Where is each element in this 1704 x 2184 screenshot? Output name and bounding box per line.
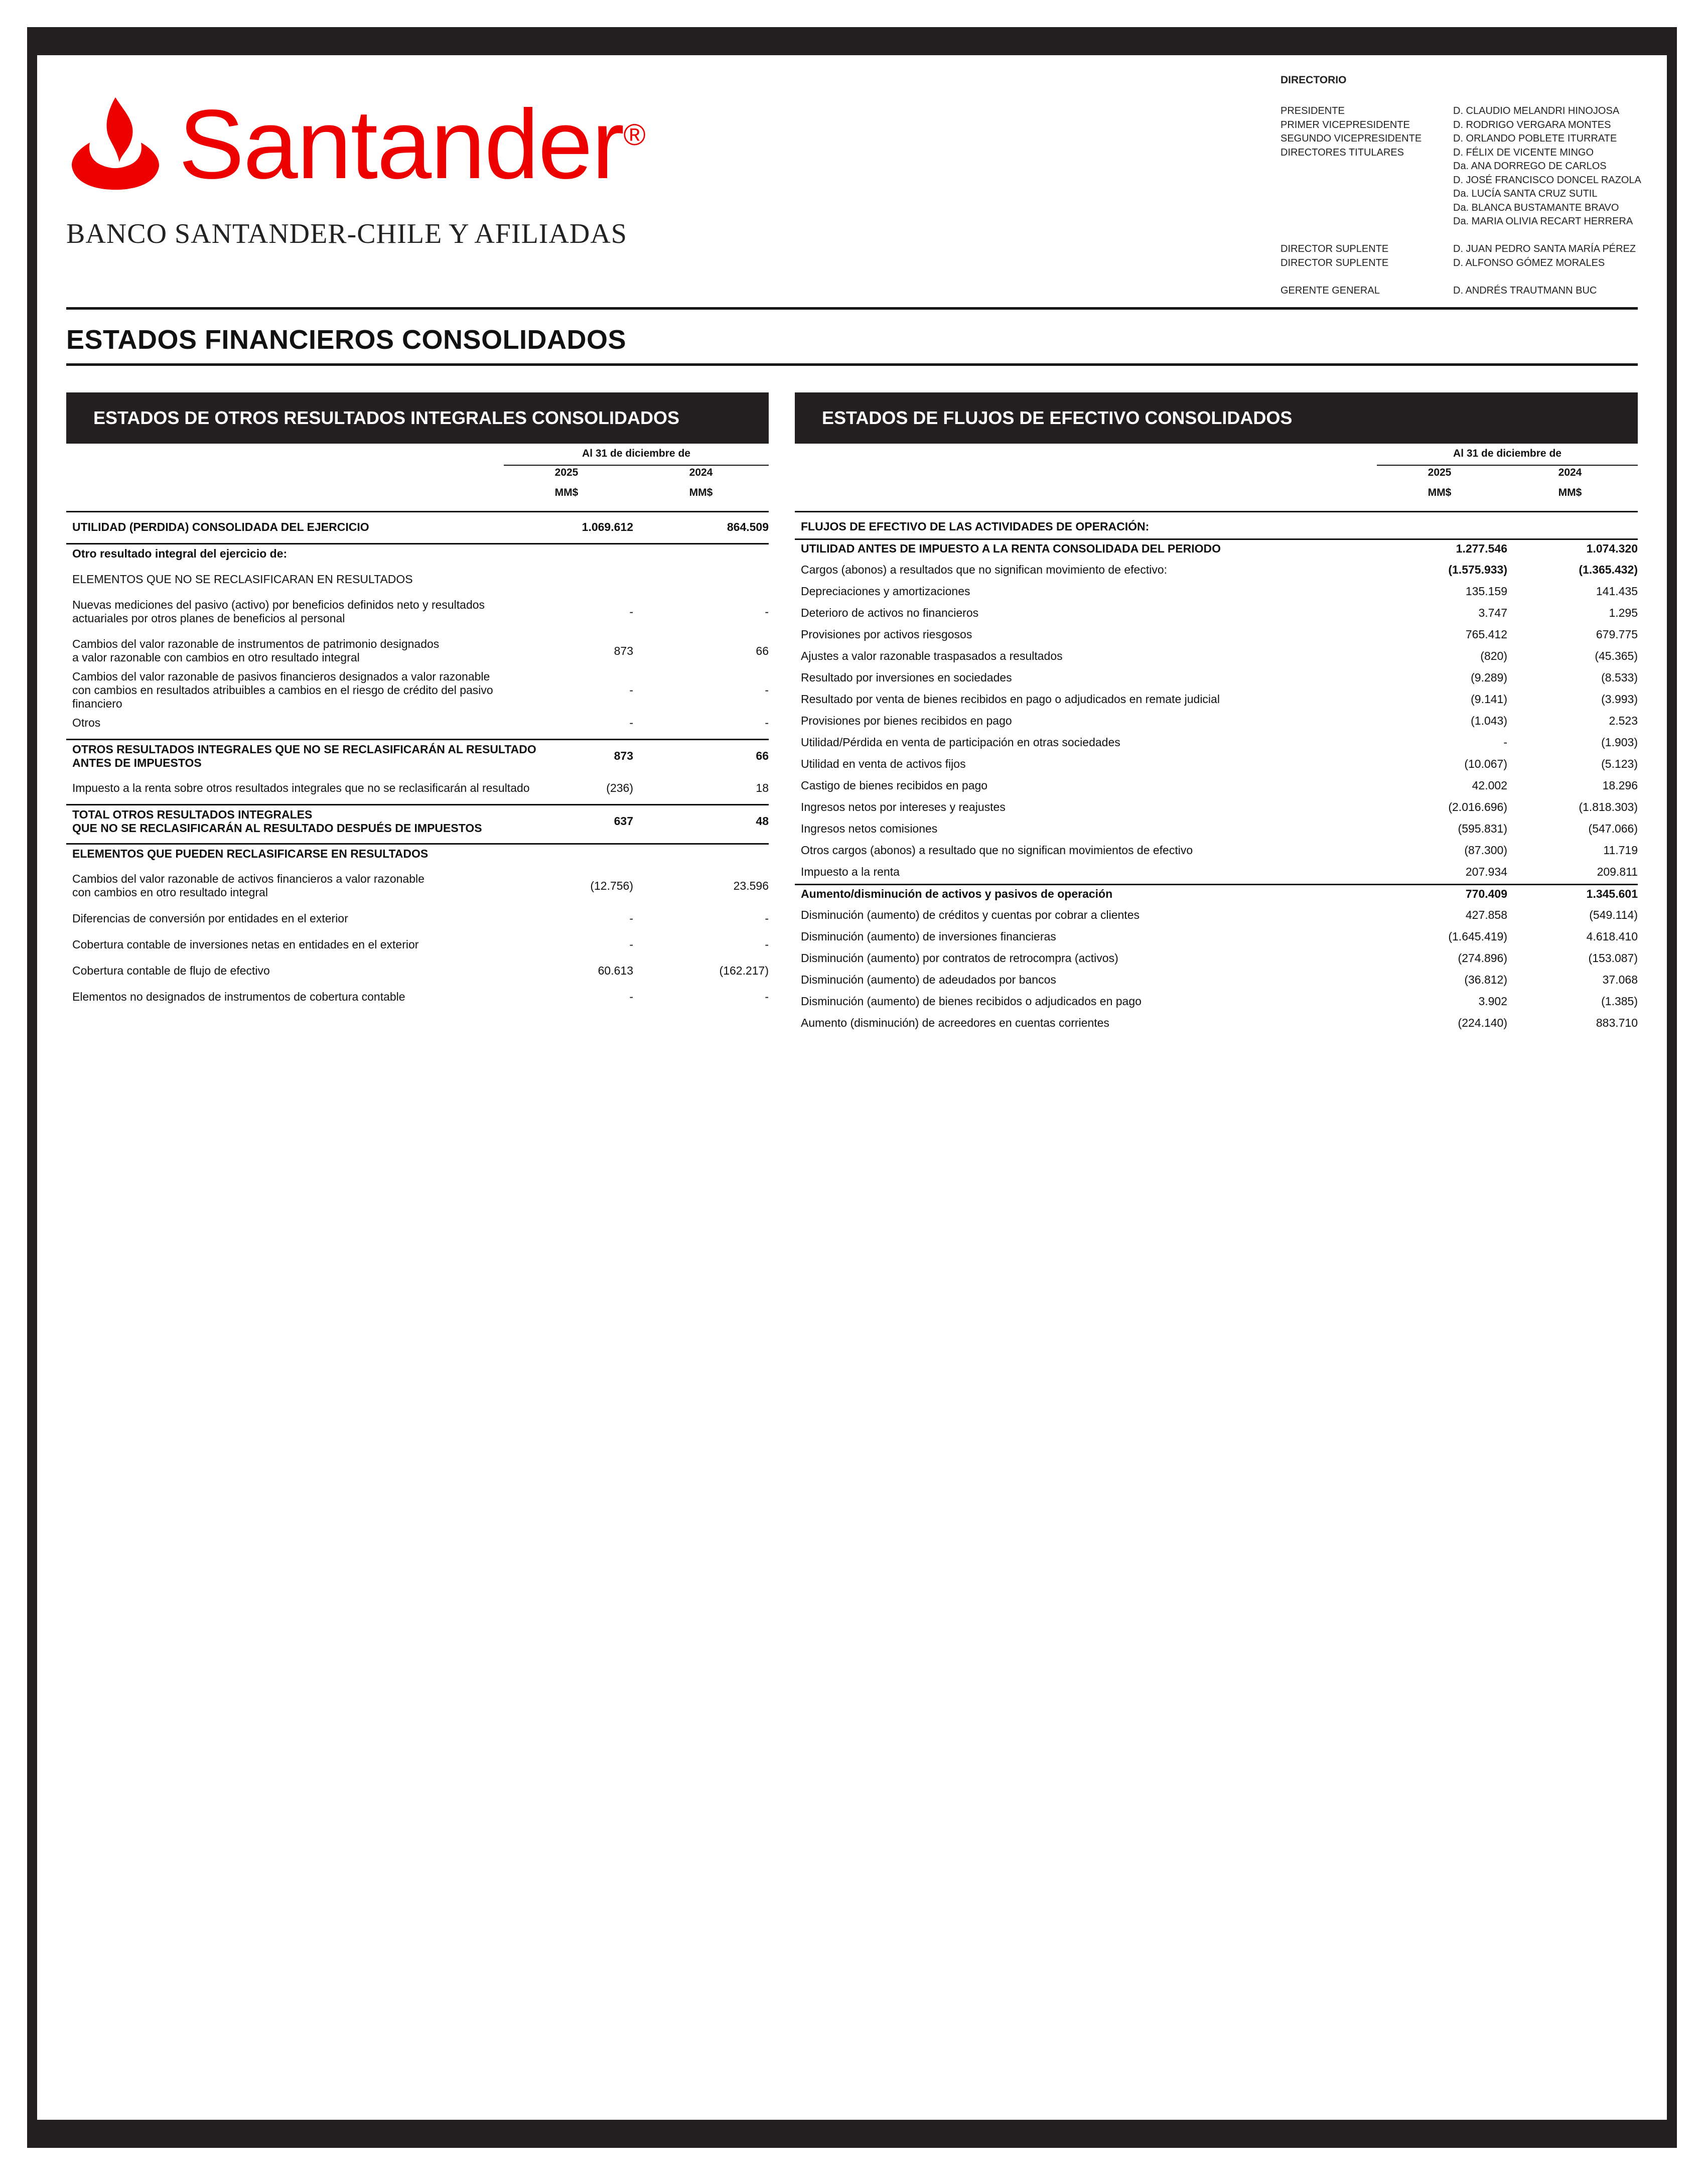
right-statement-row bbox=[795, 517, 1638, 536]
directorio-row bbox=[1281, 160, 1652, 174]
value-2024: - bbox=[765, 683, 769, 697]
directorio-name: Da. LUCÍA SANTA CRUZ SUTIL bbox=[1453, 188, 1598, 199]
left-unit-2: MM$ bbox=[689, 487, 713, 498]
directorio-role: DIRECTOR SUPLENTE bbox=[1281, 243, 1389, 254]
value-2025: (274.896) bbox=[1458, 951, 1507, 965]
right-statement-row bbox=[795, 884, 1638, 903]
row-label: Diferencias de conversión por entidades en el exterior bbox=[72, 911, 348, 925]
value-2025: (236) bbox=[606, 781, 633, 794]
row-label: Resultado por venta de bienes recibidos en pago o adjudicados en remate judicial bbox=[801, 692, 1220, 706]
right-period-label: Al 31 de diciembre de bbox=[1453, 448, 1561, 459]
left-statement-row bbox=[66, 634, 769, 667]
right-statement-row bbox=[795, 603, 1638, 622]
value-2025: 1.069.612 bbox=[582, 520, 633, 533]
row-label: Ajustes a valor razonable traspasados a resultados bbox=[801, 649, 1063, 662]
directorio-row bbox=[1281, 256, 1652, 270]
value-2025: (820) bbox=[1480, 649, 1507, 662]
value-2025: 1.277.546 bbox=[1456, 542, 1507, 555]
value-2025: (12.756) bbox=[590, 879, 633, 892]
directorio-name: D. ALFONSO GÓMEZ MORALES bbox=[1453, 257, 1605, 268]
row-label: Deterioro de activos no financieros bbox=[801, 606, 979, 619]
value-2025: (224.140) bbox=[1458, 1016, 1507, 1029]
value-2025: (595.831) bbox=[1458, 822, 1507, 835]
directorio-role bbox=[1281, 201, 1453, 215]
frame-bottom-bar bbox=[27, 2120, 1677, 2148]
directorio-row bbox=[1281, 174, 1652, 188]
directorio-list bbox=[1281, 104, 1652, 298]
flame-icon bbox=[66, 95, 165, 194]
value-2025: (87.300) bbox=[1464, 843, 1507, 857]
value-2024: (547.066) bbox=[1588, 822, 1638, 835]
value-2024: 23.596 bbox=[733, 879, 769, 892]
directorio-role bbox=[1281, 187, 1453, 201]
value-2024: 2.523 bbox=[1609, 714, 1638, 727]
value-2024: 4.618.410 bbox=[1586, 929, 1638, 943]
directorio-role: PRIMER VICEPRESIDENTE bbox=[1281, 119, 1410, 130]
registered-mark: ® bbox=[623, 118, 646, 152]
left-statement-row bbox=[66, 739, 769, 772]
row-label: Otros bbox=[72, 716, 101, 729]
value-2024: (8.533) bbox=[1601, 670, 1638, 684]
row-label: Disminución (aumento) de bienes recibidos o adjudicados en pago bbox=[801, 994, 1142, 1008]
left-statement-row bbox=[66, 713, 769, 733]
value-2024: - bbox=[765, 716, 769, 729]
row-label: Cambios del valor razonable de pasivos financieros designados a valor razonable con cambios en resultados atribuibles a cambios en el riesgo de crédito del pasivo financiero bbox=[72, 669, 493, 710]
directorio-panel bbox=[1281, 74, 1652, 298]
value-2024: 141.435 bbox=[1596, 584, 1638, 598]
bank-subtitle: BANCO SANTANDER-CHILE Y AFILIADAS bbox=[66, 218, 627, 249]
directorio-row bbox=[1281, 187, 1652, 201]
value-2025: 207.934 bbox=[1465, 865, 1507, 878]
value-2025: 873 bbox=[614, 749, 633, 762]
left-year-2: 2024 bbox=[689, 467, 713, 478]
right-statement-row bbox=[795, 1013, 1638, 1032]
left-statement-row bbox=[66, 669, 769, 710]
value-2024: 209.811 bbox=[1597, 865, 1638, 878]
right-statement-row bbox=[795, 733, 1638, 752]
right-statement-row bbox=[795, 948, 1638, 968]
directorio-role: GERENTE GENERAL bbox=[1281, 285, 1380, 296]
right-year-2: 2024 bbox=[1558, 467, 1582, 478]
row-label: Cambios del valor razonable de activos financieros a valor razonable con cambios en otro resultado integral bbox=[72, 872, 424, 899]
left-period-label: Al 31 de diciembre de bbox=[582, 448, 690, 459]
row-label: Ingresos netos comisiones bbox=[801, 822, 938, 835]
left-period-line bbox=[504, 465, 769, 466]
directorio-row bbox=[1281, 201, 1652, 215]
directorio-role: SEGUNDO VICEPRESIDENTE bbox=[1281, 133, 1422, 144]
row-label: FLUJOS DE EFECTIVO DE LAS ACTIVIDADES DE OPERACIÓN: bbox=[801, 519, 1150, 533]
value-2025: - bbox=[1503, 735, 1507, 749]
value-2024: 37.068 bbox=[1602, 973, 1638, 986]
directorio-gap bbox=[1281, 229, 1652, 243]
value-2024: - bbox=[765, 605, 769, 618]
directorio-name: D. CLAUDIO MELANDRI HINOJOSA bbox=[1453, 105, 1620, 116]
value-2025: 770.409 bbox=[1465, 887, 1507, 900]
row-label: Ingresos netos por intereses y reajustes bbox=[801, 800, 1006, 813]
value-2024: (549.114) bbox=[1589, 908, 1638, 921]
directorio-row bbox=[1281, 215, 1652, 229]
value-2024: 66 bbox=[756, 644, 769, 657]
directorio-row bbox=[1281, 132, 1652, 146]
right-statement-row bbox=[795, 819, 1638, 838]
value-2024: - bbox=[765, 911, 769, 925]
value-2025: - bbox=[629, 605, 633, 618]
directorio-name: Da. BLANCA BUSTAMANTE BRAVO bbox=[1453, 202, 1619, 213]
value-2025: 42.002 bbox=[1472, 778, 1507, 792]
right-statement-row bbox=[795, 841, 1638, 860]
right-statement-row bbox=[795, 754, 1638, 773]
value-2024: 883.710 bbox=[1596, 1016, 1638, 1029]
left-statement-row bbox=[66, 569, 769, 589]
frame-top-bar bbox=[27, 27, 1677, 55]
row-label: Impuesto a la renta bbox=[801, 865, 900, 878]
value-2024: (3.993) bbox=[1601, 692, 1638, 706]
value-2025: - bbox=[629, 937, 633, 951]
value-2024: 18 bbox=[756, 781, 769, 794]
row-label: Utilidad/Pérdida en venta de participación en otras sociedades bbox=[801, 735, 1120, 749]
right-statement-row bbox=[795, 560, 1638, 579]
row-label: Cargos (abonos) a resultados que no significan movimiento de efectivo: bbox=[801, 563, 1168, 576]
row-label: Utilidad en venta de activos fijos bbox=[801, 757, 966, 770]
row-label: Disminución (aumento) de inversiones financieras bbox=[801, 929, 1056, 943]
value-2024: (5.123) bbox=[1601, 757, 1638, 770]
value-2025: (1.645.419) bbox=[1448, 929, 1507, 943]
row-label: ELEMENTOS QUE NO SE RECLASIFICARAN EN RESULTADOS bbox=[72, 572, 413, 586]
value-2024: 864.509 bbox=[727, 520, 769, 533]
row-label: Castigo de bienes recibidos en pago bbox=[801, 778, 988, 792]
row-label: Aumento/disminución de activos y pasivos de operación bbox=[801, 887, 1113, 900]
right-statement-row bbox=[795, 862, 1638, 881]
directorio-name: D. ANDRÉS TRAUTMANN BUC bbox=[1453, 285, 1597, 296]
right-unit-2: MM$ bbox=[1558, 487, 1582, 498]
right-statement-row bbox=[795, 797, 1638, 816]
row-label: Cobertura contable de inversiones netas en entidades en el exterior bbox=[72, 937, 419, 951]
value-2025: 427.858 bbox=[1465, 908, 1507, 921]
directorio-role: DIRECTOR SUPLENTE bbox=[1281, 257, 1389, 268]
value-2024: (1.903) bbox=[1601, 735, 1638, 749]
row-label: UTILIDAD (PERDIDA) CONSOLIDADA DEL EJERCICIO bbox=[72, 520, 369, 533]
left-statement-row bbox=[66, 934, 769, 954]
directorio-name: D. RODRIGO VERGARA MONTES bbox=[1453, 119, 1611, 130]
left-year-1: 2025 bbox=[554, 467, 579, 478]
value-2024: 1.074.320 bbox=[1586, 542, 1638, 555]
title-rule bbox=[66, 363, 1638, 366]
right-statement-row bbox=[795, 927, 1638, 946]
row-label: Aumento (disminución) de acreedores en cuentas corrientes bbox=[801, 1016, 1109, 1029]
value-2025: - bbox=[629, 683, 633, 697]
value-2025: 3.747 bbox=[1478, 606, 1507, 619]
row-label: Provisiones por activos riesgosos bbox=[801, 627, 972, 641]
row-label: Cobertura contable de flujo de efectivo bbox=[72, 964, 270, 977]
directorio-name: D. JUAN PEDRO SANTA MARÍA PÉREZ bbox=[1453, 243, 1636, 254]
row-label: Disminución (aumento) de créditos y cuentas por cobrar a clientes bbox=[801, 908, 1140, 921]
directorio-name: D. ORLANDO POBLETE ITURRATE bbox=[1453, 133, 1617, 144]
value-2024: - bbox=[765, 990, 769, 1003]
value-2025: (36.812) bbox=[1464, 973, 1507, 986]
right-statement-row bbox=[795, 646, 1638, 665]
right-statement-row bbox=[795, 538, 1638, 558]
value-2024: 679.775 bbox=[1596, 627, 1638, 641]
directorio-role bbox=[1281, 174, 1453, 188]
left-statement-row bbox=[66, 804, 769, 837]
value-2025: 873 bbox=[614, 644, 633, 657]
value-2025: (9.289) bbox=[1471, 670, 1507, 684]
value-2024: - bbox=[765, 937, 769, 951]
directorio-role: DIRECTORES TITULARES bbox=[1281, 147, 1404, 158]
row-label: ELEMENTOS QUE PUEDEN RECLASIFICARSE EN RESULTADOS bbox=[72, 847, 429, 860]
row-label: Otro resultado integral del ejercicio de: bbox=[72, 547, 288, 560]
directorio-row bbox=[1281, 242, 1652, 256]
left-statement-row bbox=[66, 987, 769, 1007]
left-unit-1: MM$ bbox=[554, 487, 579, 498]
directorio-role bbox=[1281, 160, 1453, 174]
value-2024: 66 bbox=[756, 749, 769, 762]
value-2024: (45.365) bbox=[1595, 649, 1638, 662]
value-2025: 135.159 bbox=[1465, 584, 1507, 598]
value-2025: 765.412 bbox=[1465, 627, 1507, 641]
right-statement-row bbox=[795, 711, 1638, 730]
value-2025: - bbox=[629, 716, 633, 729]
right-header-rule bbox=[795, 511, 1638, 512]
value-2025: (2.016.696) bbox=[1448, 800, 1507, 813]
directorio-row bbox=[1281, 118, 1652, 132]
value-2025: (10.067) bbox=[1464, 757, 1507, 770]
value-2024: 1.345.601 bbox=[1586, 887, 1638, 900]
right-statement-row bbox=[795, 668, 1638, 687]
value-2025: (1.575.933) bbox=[1448, 563, 1507, 576]
row-label: Otros cargos (abonos) a resultado que no significan movimientos de efectivo bbox=[801, 843, 1193, 857]
value-2024: 1.295 bbox=[1609, 606, 1638, 619]
value-2025: - bbox=[629, 990, 633, 1003]
right-statement-row bbox=[795, 582, 1638, 601]
row-label: Impuesto a la renta sobre otros resultados integrales que no se reclasificarán al resultado bbox=[72, 781, 530, 794]
left-statement-row bbox=[66, 961, 769, 981]
directorio-row bbox=[1281, 146, 1652, 160]
row-label: OTROS RESULTADOS INTEGRALES QUE NO SE RECLASIFICARÁN AL RESULTADO ANTES DE IMPUESTOS bbox=[72, 742, 536, 769]
right-unit-1: MM$ bbox=[1428, 487, 1452, 498]
left-header-rule bbox=[66, 511, 769, 512]
directorio-name: Da. MARIA OLIVIA RECART HERRERA bbox=[1453, 216, 1633, 227]
row-label: Depreciaciones y amortizaciones bbox=[801, 584, 970, 598]
left-statement-row bbox=[66, 517, 769, 537]
directorio-title: DIRECTORIO bbox=[1281, 74, 1347, 86]
right-section-banner: ESTADOS DE FLUJOS DE EFECTIVO CONSOLIDADOS bbox=[795, 392, 1638, 444]
right-year-1: 2025 bbox=[1428, 467, 1452, 478]
directorio-row bbox=[1281, 284, 1652, 298]
directorio-name: D. FÉLIX DE VICENTE MINGO bbox=[1453, 147, 1594, 158]
page-title: ESTADOS FINANCIEROS CONSOLIDADOS bbox=[66, 325, 627, 355]
header-rule bbox=[66, 307, 1638, 310]
frame-left-bar bbox=[27, 27, 37, 2148]
row-label: UTILIDAD ANTES DE IMPUESTO A LA RENTA CONSOLIDADA DEL PERIODO bbox=[801, 542, 1221, 555]
right-statement-row bbox=[795, 625, 1638, 644]
row-label: TOTAL OTROS RESULTADOS INTEGRALES QUE NO SE RECLASIFICARÁN AL RESULTADO DESPUÉS DE IMPUESTOS bbox=[72, 807, 482, 835]
value-2025: 3.902 bbox=[1478, 994, 1507, 1008]
value-2024: (162.217) bbox=[719, 964, 769, 977]
left-statement-row bbox=[66, 543, 769, 563]
right-statement-row bbox=[795, 905, 1638, 924]
right-period-line bbox=[1377, 465, 1638, 466]
right-statement-row bbox=[795, 690, 1638, 709]
row-label: Disminución (aumento) por contratos de retrocompra (activos) bbox=[801, 951, 1118, 965]
right-statement-row bbox=[795, 776, 1638, 795]
row-label: Provisiones por bienes recibidos en pago bbox=[801, 714, 1012, 727]
row-label: Nuevas mediciones del pasivo (activo) por beneficios definidos neto y resultados actuariales por otros planes de beneficios al personal bbox=[72, 598, 485, 625]
directorio-role: PRESIDENTE bbox=[1281, 105, 1345, 116]
left-statement-row bbox=[66, 843, 769, 863]
left-statement-row bbox=[66, 869, 769, 902]
left-statement-row bbox=[66, 778, 769, 798]
value-2024: (1.385) bbox=[1601, 994, 1638, 1008]
row-label: Disminución (aumento) de adeudados por bancos bbox=[801, 973, 1056, 986]
value-2024: (153.087) bbox=[1588, 951, 1638, 965]
value-2025: 60.613 bbox=[598, 964, 633, 977]
value-2024: 18.296 bbox=[1602, 778, 1638, 792]
frame-right-bar bbox=[1667, 27, 1677, 2148]
right-statement-row bbox=[795, 970, 1638, 989]
value-2025: (1.043) bbox=[1471, 714, 1507, 727]
directorio-name: D. JOSÉ FRANCISCO DONCEL RAZOLA bbox=[1453, 174, 1641, 186]
value-2024: 48 bbox=[756, 814, 769, 828]
left-statement-row bbox=[66, 908, 769, 928]
directorio-row bbox=[1281, 104, 1652, 118]
value-2024: (1.365.432) bbox=[1579, 563, 1638, 576]
directorio-gap bbox=[1281, 270, 1652, 284]
right-statement-row bbox=[795, 992, 1638, 1011]
value-2025: (9.141) bbox=[1471, 692, 1507, 706]
value-2024: (1.818.303) bbox=[1579, 800, 1638, 813]
santander-logo bbox=[66, 89, 646, 199]
directorio-name: Da. ANA DORREGO DE CARLOS bbox=[1453, 161, 1607, 172]
value-2025: - bbox=[629, 911, 633, 925]
brand-name: Santander bbox=[179, 89, 624, 199]
row-label: Elementos no designados de instrumentos de cobertura contable bbox=[72, 990, 405, 1003]
left-section-banner: ESTADOS DE OTROS RESULTADOS INTEGRALES CONSOLIDADOS bbox=[66, 392, 769, 444]
row-label: Resultado por inversiones en sociedades bbox=[801, 670, 1012, 684]
directorio-role bbox=[1281, 215, 1453, 229]
value-2025: 637 bbox=[614, 814, 633, 828]
left-statement-row bbox=[66, 595, 769, 628]
value-2024: 11.719 bbox=[1603, 843, 1638, 857]
row-label: Cambios del valor razonable de instrumentos de patrimonio designados a valor razonable con cambios en otro resultado integral bbox=[72, 637, 440, 664]
